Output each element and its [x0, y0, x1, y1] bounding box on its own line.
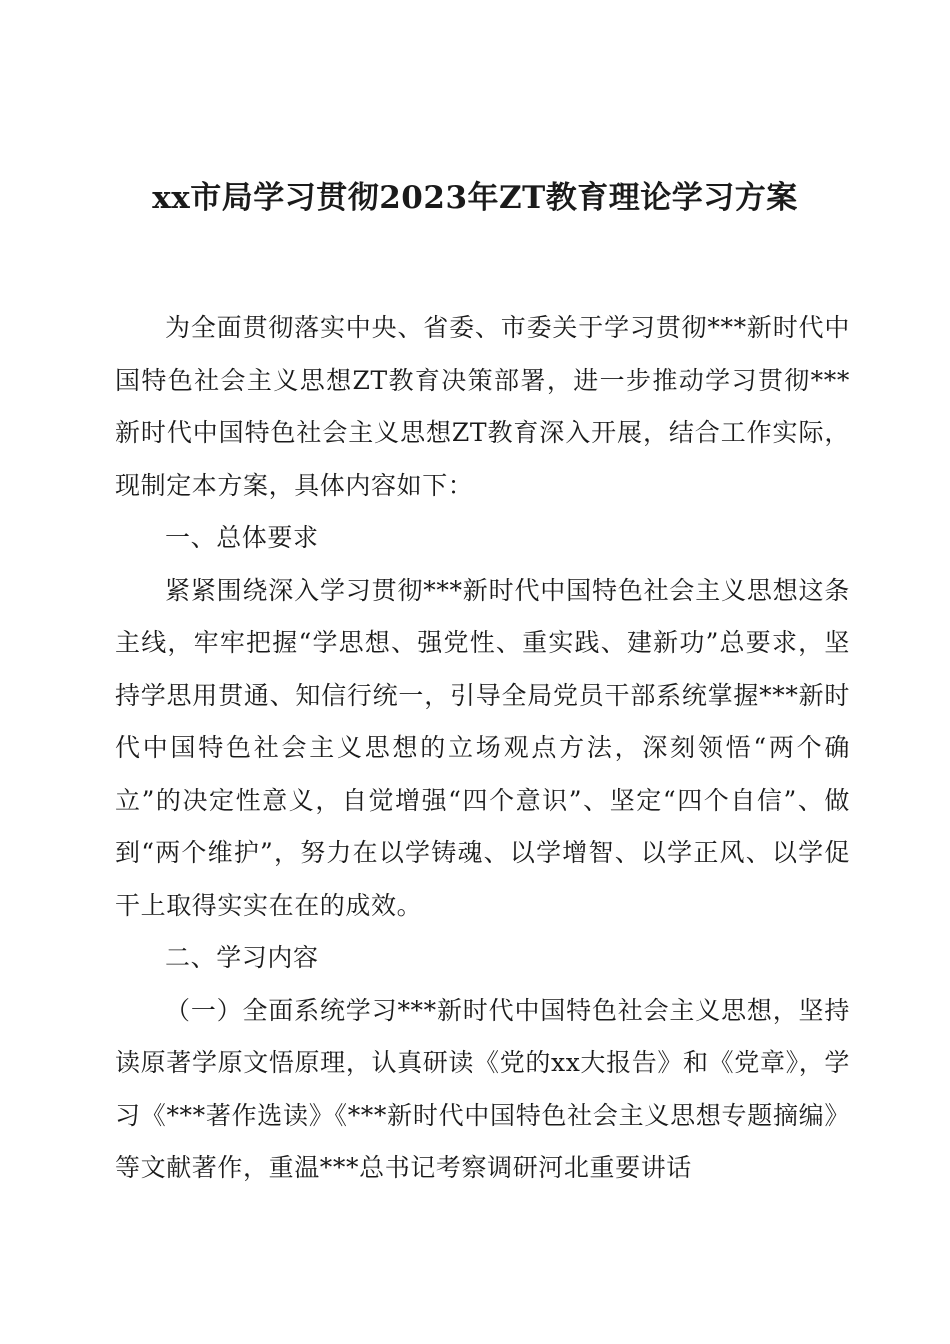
document-title: xx市局学习贯彻2023年ZT教育理论学习方案	[152, 180, 798, 216]
document-body	[115, 302, 850, 1195]
section-heading-general-requirements: 一、总体要求	[165, 523, 319, 552]
general-requirements-paragraph: 紧紧围绕深入学习贯彻***新时代中国特色社会主义思想这条主线，牢牢把握“学思想、强党性、重实践、建新功”总要求，坚持学思用贯通、知信行统一，引导全局党员干部系统掌握***新时代中国特色社会主义思想的立场观点方法，深刻领悟“两个确立”的决定性意义，自觉增强“四个意识”、坚定“四个自信”、做到“两个维护”，努力在以学铸魂、以学增智、以学正风、以学促干上取得实实在在的成效。	[115, 575, 850, 920]
study-content-item-1: （一）全面系统学习***新时代中国特色社会主义思想，坚持读原著学原文悟原理，认真研读《党的xx大报告》和《党章》，学习《***著作选读》《***新时代中国特色社会主义思想专题摘编》等文献著作，重温***总书记考察调研河北重要讲话	[115, 995, 850, 1182]
section-heading-study-content: 二、学习内容	[165, 943, 319, 972]
intro-paragraph: 为全面贯彻落实中央、省委、市委关于学习贯彻***新时代中国特色社会主义思想ZT教育决策部署，进一步推动学习贯彻***新时代中国特色社会主义思想ZT教育深入开展，结合工作实际，现制定本方案，具体内容如下：	[115, 313, 850, 500]
